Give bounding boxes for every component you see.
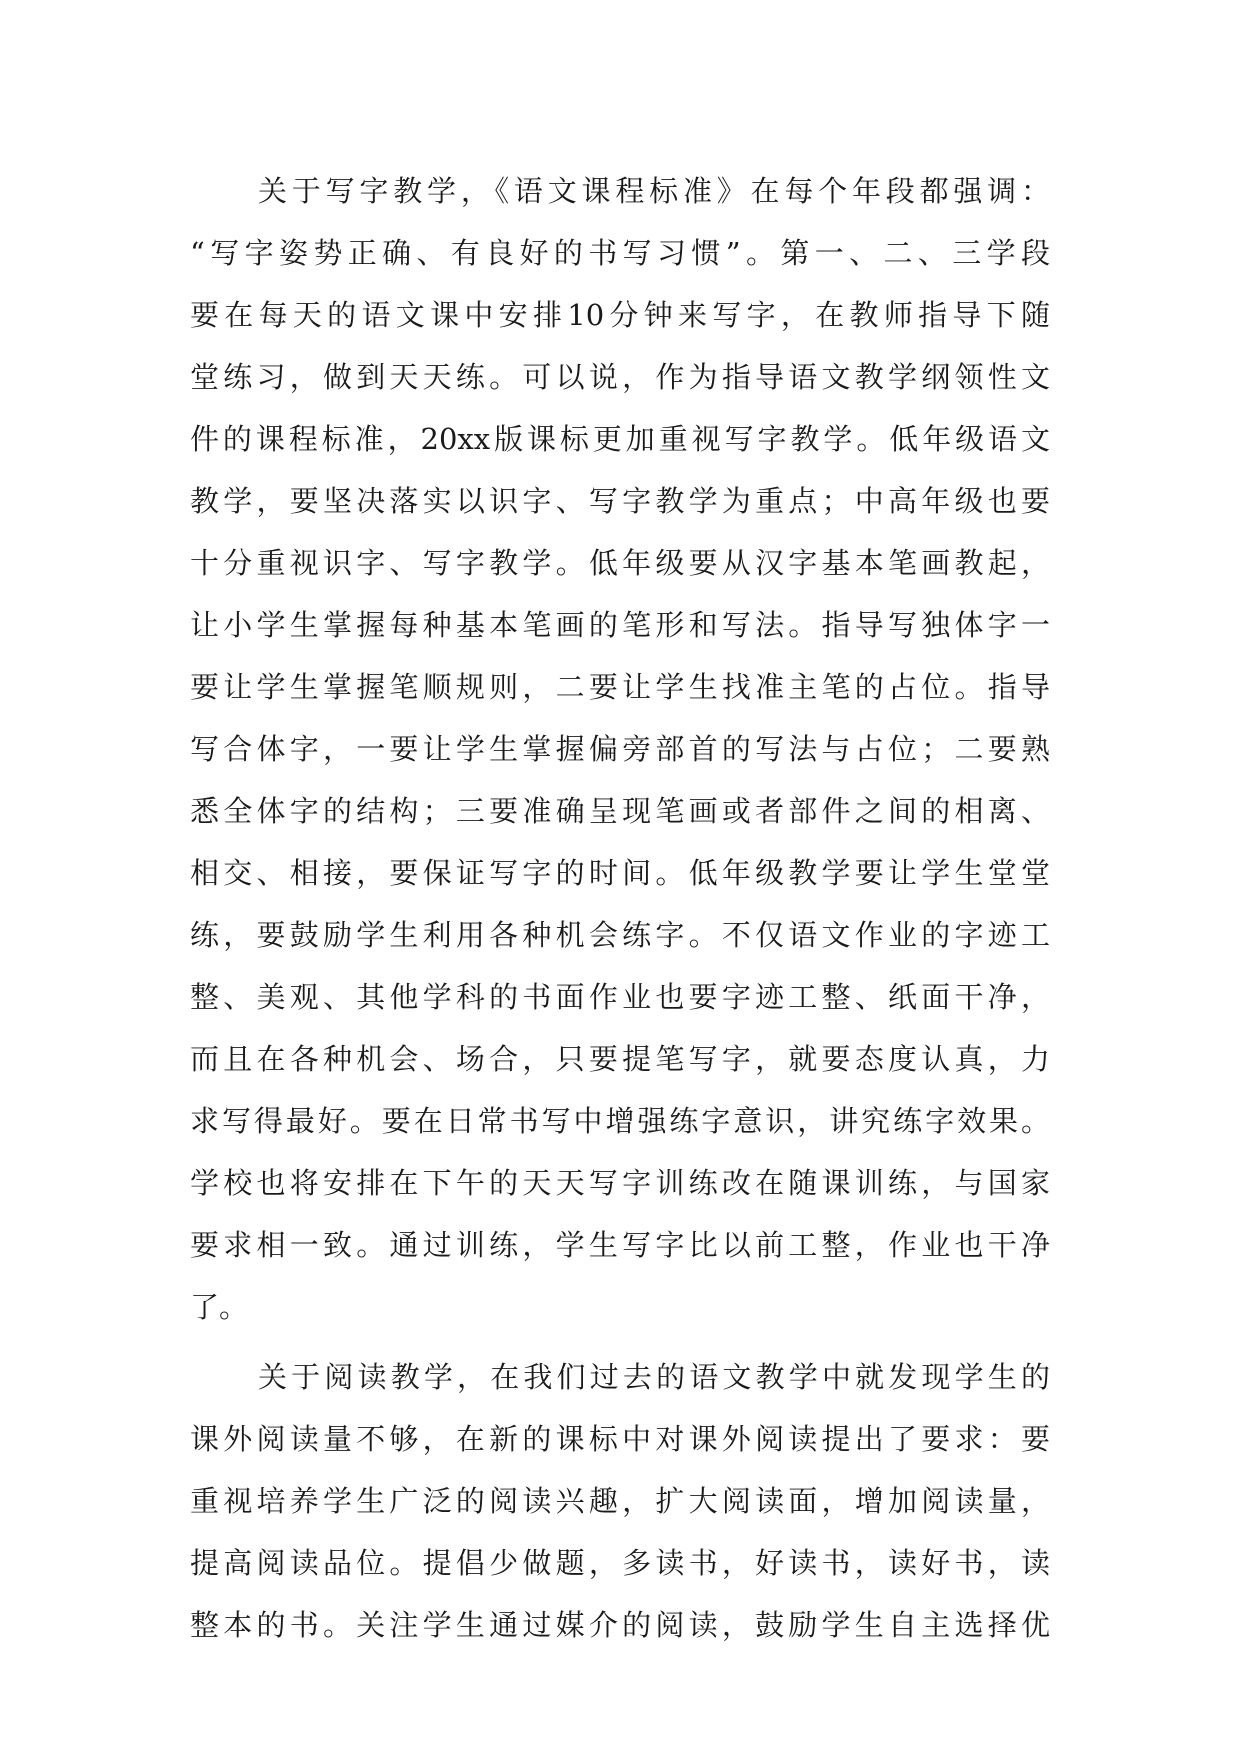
paragraph-line: 重视培养学生广泛的阅读兴趣，扩大阅读面，增加阅读量， — [190, 1484, 1050, 1518]
paragraph-line: 堂练习，做到天天练。可以说，作为指导语文教学纲领性文 — [190, 360, 1050, 394]
paragraph-line: 悉全体字的结构；三要准确呈现笔画或者部件之间的相离、 — [190, 794, 1050, 828]
paragraph-line: 学校也将安排在下午的天天写字训练改在随课训练，与国家 — [190, 1166, 1050, 1200]
paragraph-line: 十分重视识字、写字教学。低年级要从汉字基本笔画教起， — [190, 546, 1050, 580]
paragraph-line: “写字姿势正确、有良好的书写习惯”。第一、二、三学段 — [190, 236, 1050, 270]
paragraph-line: 关于写字教学，《语文课程标准》在每个年段都强调： — [258, 174, 1050, 208]
paragraph-line: 提高阅读品位。提倡少做题，多读书，好读书，读好书，读 — [190, 1546, 1050, 1580]
paragraph-line: 相交、相接，要保证写字的时间。低年级教学要让学生堂堂 — [190, 856, 1050, 890]
document-body — [190, 160, 1050, 1656]
paragraph-line: 要求相一致。通过训练，学生写字比以前工整，作业也干净 — [190, 1228, 1050, 1262]
paragraph-writing-teaching — [190, 160, 1050, 1338]
paragraph-line: 整本的书。关注学生通过媒介的阅读，鼓励学生自主选择优 — [190, 1608, 1050, 1642]
paragraph-line: 整、美观、其他学科的书面作业也要字迹工整、纸面干净， — [190, 980, 1050, 1014]
paragraph-line: 要让学生掌握笔顺规则，二要让学生找准主笔的占位。指导 — [190, 670, 1050, 704]
paragraph-line: 练，要鼓励学生利用各种机会练字。不仅语文作业的字迹工 — [190, 918, 1050, 952]
paragraph-spacer — [190, 1338, 1050, 1346]
paragraph-line: 让小学生掌握每种基本笔画的笔形和写法。指导写独体字一 — [190, 608, 1050, 642]
paragraph-line: 要在每天的语文课中安排10分钟来写字，在教师指导下随 — [190, 298, 1050, 332]
paragraph-line: 求写得最好。要在日常书写中增强练字意识，讲究练字效果。 — [190, 1104, 1050, 1138]
paragraph-line: 件的课程标准，20xx版课标更加重视写字教学。低年级语文 — [190, 422, 1050, 456]
paragraph-line: 而且在各种机会、场合，只要提笔写字，就要态度认真，力 — [190, 1042, 1050, 1076]
paragraph-line: 课外阅读量不够，在新的课标中对课外阅读提出了要求：要 — [190, 1422, 1050, 1456]
paragraph-line: 教学，要坚决落实以识字、写字教学为重点；中高年级也要 — [190, 484, 1050, 518]
paragraph-line: 写合体字，一要让学生掌握偏旁部首的写法与占位；二要熟 — [190, 732, 1050, 766]
paragraph-line: 了。 — [190, 1290, 249, 1324]
paragraph-reading-teaching — [190, 1346, 1050, 1656]
paragraph-line: 关于阅读教学，在我们过去的语文教学中就发现学生的 — [258, 1360, 1050, 1394]
